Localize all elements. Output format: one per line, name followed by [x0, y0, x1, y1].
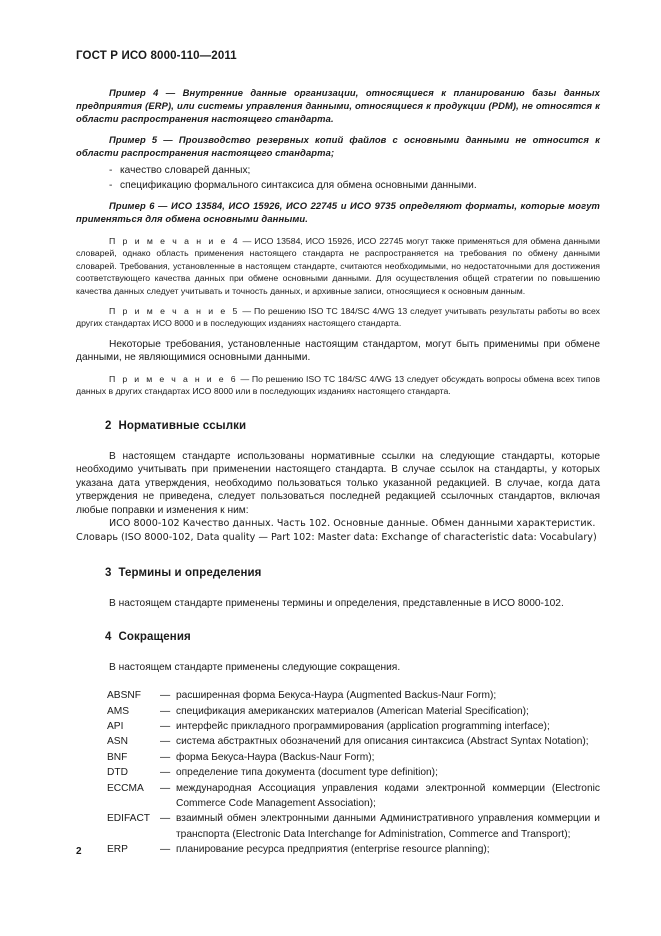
table-row	[76, 781, 600, 812]
abbr-dash: —	[160, 782, 171, 794]
reference-line-1: ИСО 8000-102 Качество данных. Часть 102. Основные данные. Обмен данными характеристик.	[109, 518, 596, 530]
page-number: 2	[76, 846, 82, 857]
note-6	[76, 373, 600, 398]
example-4: Пример 4 — Внутренние данные организации, относящиеся к планированию базы данных предприятия (ERP), или системы управления данными, относящиеся к продукции (PDM), не относятся к области распространения настоящего стандарта.	[76, 87, 600, 124]
section-2-heading	[76, 420, 600, 432]
example-5: Пример 5 — Производство резервных копий файлов с основными данными не относится к области распространения настоящего стандарта;	[76, 134, 600, 158]
table-row	[76, 842, 600, 857]
dash-bullet-icon: -	[109, 165, 113, 176]
note-5	[76, 305, 600, 330]
spacer	[76, 225, 600, 235]
section-4-body: В настоящем стандарте применены следующие сокращения.	[109, 661, 401, 673]
note-5-text: — По решению ISO TC 184/SC 4/WG 13 следует учитывать результаты работы во всех других стандартах ИСО 8000 и в последующих изданиях настоящего стандарта.	[76, 306, 600, 329]
list-item	[76, 163, 600, 178]
note-6-label: П р и м е ч а н и е 6	[109, 373, 238, 384]
dash-list	[76, 163, 600, 193]
spacer	[76, 676, 600, 688]
abbr-term: BNF	[107, 751, 128, 763]
table-row	[76, 688, 600, 703]
paragraph-some-requirements: Некоторые требования, установленные настоящим стандартом, могут быть применимы при обмене данными, не являющимися основными данными.	[76, 338, 600, 364]
section-3-heading	[76, 567, 600, 579]
section-3-title: Термины и определения	[118, 567, 262, 580]
abbr-definition: форма Бекуса-Наура (Backus-Naur Form);	[176, 751, 375, 763]
abbr-dash: —	[160, 690, 171, 702]
list-item	[76, 178, 600, 193]
spacer	[76, 613, 600, 631]
abbr-dash: —	[160, 844, 171, 856]
abbr-dash: —	[160, 705, 171, 717]
spacer	[76, 643, 600, 661]
list-item-label: качество словарей данных;	[120, 165, 251, 176]
abbr-term: ABSNF	[107, 690, 141, 702]
abbr-dash: —	[160, 751, 171, 763]
abbr-dash: —	[160, 767, 171, 779]
text-column	[76, 86, 600, 858]
spacer	[76, 330, 600, 338]
abbr-term: DTD	[107, 767, 128, 779]
abbr-definition: спецификация американских материалов (American Material Specification);	[176, 705, 529, 717]
abbr-term: AMS	[107, 705, 130, 717]
table-row	[76, 750, 600, 765]
abbr-definition: взаимный обмен электронными данными Административного управления коммерции и транспорта (Electronic Data Interchange for Administration, Commerce and Transport);	[176, 813, 600, 840]
reference-line-2: Словарь (ISO 8000-102, Data quality — Part 102: Master data: Exchange of characteristic data: Vocabulary)	[76, 532, 597, 544]
section-4-title: Сокращения	[118, 630, 191, 643]
abbr-definition: международная Ассоциация управления кодами электронной коммерции (Electronic Commerce Code Management Association);	[176, 782, 600, 809]
section-4-heading	[76, 631, 600, 643]
abbr-definition: определение типа документа (document type definition);	[176, 767, 438, 779]
abbr-term: API	[107, 720, 124, 732]
abbr-definition: планирование ресурса предприятия (enterprise resource planning);	[176, 844, 490, 856]
abbr-definition: интерфейс прикладного программирования (application programming interface);	[176, 720, 550, 732]
abbr-definition: система абстрактных обозначений для описания синтаксиса (Abstract Syntax Notation);	[176, 736, 589, 748]
running-head: ГОСТ Р ИСО 8000-110—2011	[76, 50, 237, 62]
section-2-body: В настоящем стандарте использованы нормативные ссылки на следующие стандарты, которые необходимо учитывать при применении настоящего стандарта. В случае ссылок на стандарты, у которых указана дата утверждения, необходимо пользоваться только указанной редакцией. В случае, когда дата утверждения не приведена, следует пользоваться последней редакцией ссылочных стандартов, включая любые поправки и изменения к ним:	[76, 450, 600, 516]
dash-bullet-icon: -	[109, 180, 113, 191]
section-4-number: 4	[105, 630, 112, 643]
example-6: Пример 6 — ИСО 13584, ИСО 15926, ИСО 22745 и ИСО 9735 определяют форматы, которые могут применяться для обмена основными данными.	[76, 200, 600, 224]
spacer	[76, 125, 600, 133]
section-3-body: В настоящем стандарте применены термины и определения, представленные в ИСО 8000-102.	[109, 598, 564, 610]
abbreviations-table	[76, 688, 600, 857]
abbr-dash: —	[160, 736, 171, 748]
abbr-dash: —	[160, 720, 171, 732]
note-4-label: П р и м е ч а н и е 4	[109, 236, 240, 246]
section-2-title: Нормативные ссылки	[118, 419, 247, 432]
table-row	[76, 719, 600, 734]
abbr-definition: расширенная форма Бекуса-Наура (Augmented Backus-Naur Form);	[176, 690, 497, 702]
abbr-term: EDIFACT	[107, 813, 151, 825]
note-4-text: — ИСО 13584, ИСО 15926, ИСО 22745 могут также применяться для обмена данными словарей, однако область применения настоящего стандарта не распространяется на требования по обмену данными словарей. Требования, установленные в настоящем стандарте, считаются необходимыми, но недостаточными для достижения соответствующего качества данных при обмене основными данными. Для осуществления общей стратегии по повышению качества данных следует учитывать и точность данных, и архивные записи, относящиеся к основным данным.	[76, 236, 600, 296]
abbr-term: ERP	[107, 844, 128, 856]
spacer	[76, 297, 600, 305]
section-2-number: 2	[105, 419, 112, 432]
section-3-number: 3	[105, 567, 112, 580]
table-row	[76, 704, 600, 719]
abbreviations-table-body	[76, 688, 600, 857]
spacer	[76, 545, 600, 567]
spacer	[76, 579, 600, 597]
list-item-label: спецификацию формального синтаксиса для обмена основными данными.	[120, 180, 477, 191]
abbr-term: ASN	[107, 736, 128, 748]
table-row	[76, 734, 600, 749]
note-5-label: П р и м е ч а н и е 5	[109, 306, 240, 317]
abbr-term: ECCMA	[107, 782, 144, 794]
abbr-dash: —	[160, 813, 171, 825]
note-4	[76, 235, 600, 297]
table-row	[76, 765, 600, 780]
spacer	[76, 432, 600, 450]
table-row	[76, 811, 600, 842]
spacer	[76, 398, 600, 420]
note-6-text: — По решению ISO TC 184/SC 4/WG 13 следует обсуждать вопросы обмена всех типов данных в других стандартах ИСО 8000 или в последующих изданиях настоящего стандарта.	[76, 373, 600, 397]
